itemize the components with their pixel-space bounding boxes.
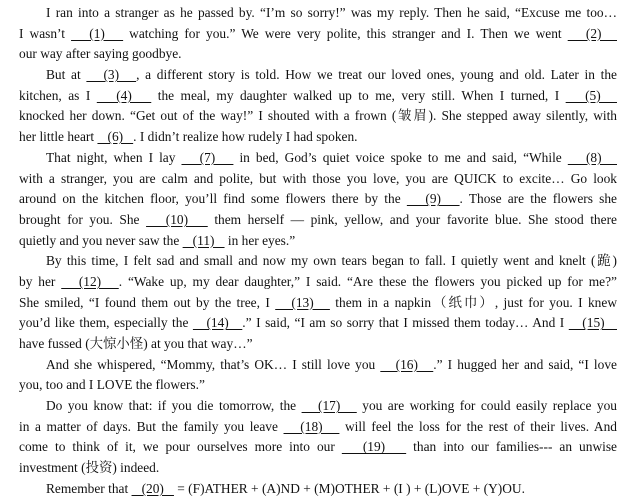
passage-line: brought for you. She (10) them herself — pink, yellow, and your favorite blue. She stood there (19, 211, 617, 227)
blank-number: (4) (96, 87, 152, 103)
passage-line: our way after saying goodbye. (19, 46, 182, 62)
passage-line: you, too and I LOVE the flowers.” (19, 377, 205, 393)
passage-line: quietly and you never saw the (11) in her eyes.” (19, 232, 296, 248)
blank-number: (18) (283, 418, 340, 434)
blank-number: (11) (182, 232, 225, 248)
blank-number: (2) (567, 25, 617, 41)
passage-line: come to think of it, we pour ourselves more into our (19) than into our families--- an unwise (19, 439, 617, 455)
blank-number: (20) (131, 480, 174, 496)
passage-line: But at (3) , a different story is told. How we treat our loved ones, young and old. Later in the (46, 67, 617, 83)
passage-line: I wasn’t (1) watching for you.” We were very polite, this stranger and I. Then we went (2) (19, 25, 617, 41)
blank-number: (12) (61, 273, 119, 289)
passage-line: Do you know that: if you die tomorrow, the (17) you are working for could easily replace you (46, 398, 617, 414)
passage-line: kitchen, as I (4) the meal, my daughter walked up to me, very still. When I turned, I (5) (19, 87, 617, 103)
blank-number: (19) (341, 439, 407, 455)
blank-number: (5) (565, 87, 617, 103)
blank-number: (15) (568, 315, 617, 331)
passage-line: with a stranger, you are calm and polite, but with those you love, you are QUICK to excite… Go look (19, 170, 617, 186)
blank-number: (9) (406, 191, 460, 207)
passage-line: around on the kitchen floor, you’ll find some flowers there by the (9) . Those are the flowers she (19, 191, 617, 207)
passage-line: you’d like them, especially the (14) .” I said, “I am so sorry that I missed them today… And I (15) (19, 315, 617, 331)
passage-line: And she whispered, “Mommy, that’s OK… I still love you (16) .” I hugged her and said, “I love (46, 356, 617, 372)
blank-number: (17) (301, 398, 357, 414)
blank-number: (7) (181, 149, 234, 165)
blank-number: (8) (567, 149, 617, 165)
blank-number: (6) (97, 129, 134, 145)
passage-line: investment (投资) indeed. (19, 460, 160, 476)
blank-number: (1) (71, 25, 124, 41)
blank-number: (16) (380, 356, 434, 372)
passage-line: knocked her down. “Get out of the way!” I shouted with a frown (皱眉). She stepped away silently, with (19, 108, 617, 124)
passage-line: have fussed (大惊小怪) at you that way…” (19, 336, 253, 351)
passage-line: by her (12) . “Wake up, my dear daughter,” I said. “Are these the flowers you picked up for me?” (19, 273, 617, 289)
passage-line: in a matter of days. But the family you leave (18) will feel the loss for the rest of their lives. And (19, 418, 617, 434)
blank-number: (14) (192, 315, 243, 331)
passage-line: She smiled, “I found them out by the tree, I (13) them in a napkin（纸巾）, just for you. I knew (19, 294, 617, 310)
blank-number: (13) (275, 294, 330, 310)
passage-line: her little heart (6) . I didn’t realize how rudely I had spoken. (19, 129, 358, 145)
passage-line: I ran into a stranger as he passed by. “I’m so sorry!” was my reply. Then he said, “Excuse me too… (46, 5, 617, 20)
passage-line: That night, when I lay (7) in bed, God’s quiet voice spoke to me and said, “While (8) (46, 149, 617, 165)
cloze-passage (19, 3, 617, 500)
passage-line: Remember that (20) = (F)ATHER + (A)ND + (M)OTHER + (I ) + (L)OVE + (Y)OU. (46, 480, 525, 496)
blank-number: (3) (86, 67, 137, 83)
blank-number: (10) (146, 211, 208, 227)
passage-line: By this time, I felt sad and small and now my own tears began to fall. I quietly went and knelt (跪) (46, 253, 617, 269)
